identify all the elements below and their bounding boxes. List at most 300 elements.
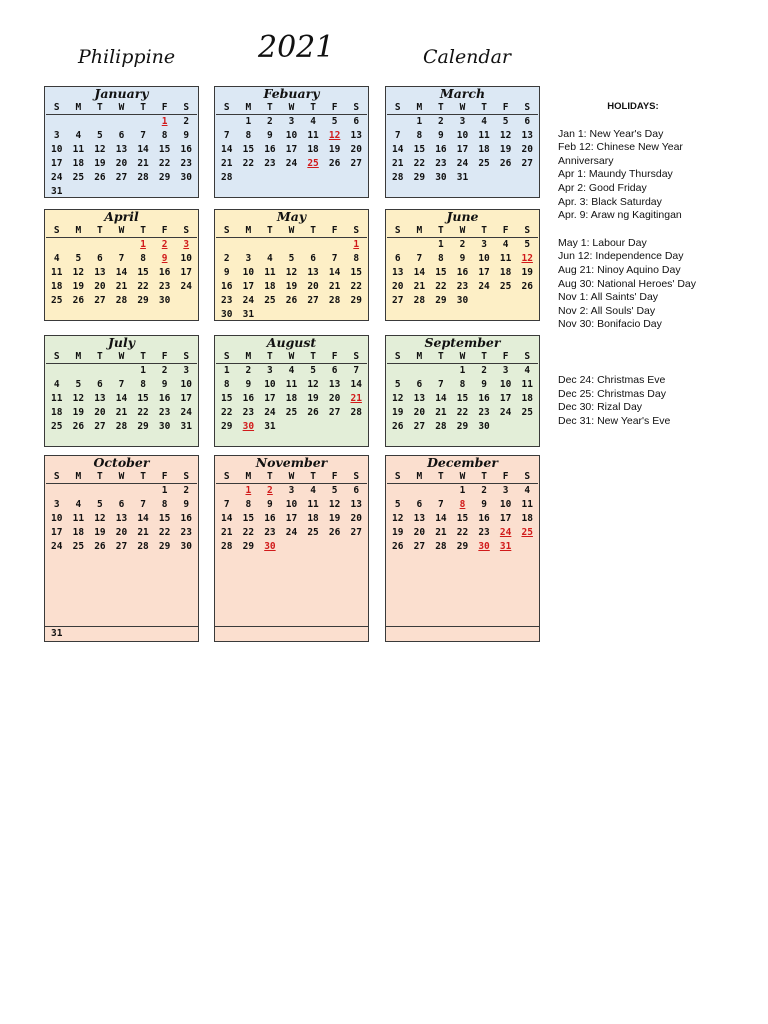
day-cell: 23 — [180, 527, 192, 538]
day-cell: 28 — [328, 295, 341, 306]
empty-cell — [89, 364, 111, 378]
holiday-day: 25 — [307, 158, 319, 169]
day-cell: 19 — [72, 407, 85, 418]
weekday-header: F — [154, 470, 176, 484]
day-cell: 8 — [223, 379, 230, 390]
title-calendar: Calendar — [423, 46, 511, 68]
weekday-header: M — [409, 350, 431, 364]
weekday-header: T — [430, 470, 452, 484]
holiday-entry: Feb 12: Chinese New Year — [558, 141, 683, 154]
day-cell: 11 — [51, 393, 63, 404]
day-cell: 6 — [331, 365, 338, 376]
day-cell: 19 — [521, 267, 533, 278]
day-cell: 25 — [51, 421, 63, 432]
day-cell: 28 — [392, 172, 404, 183]
day-cell: 22 — [456, 527, 469, 538]
day-cell: 10 — [285, 499, 298, 510]
day-cell: 22 — [158, 527, 171, 538]
day-cell: 27 — [328, 407, 341, 418]
day-cell: 11 — [478, 130, 490, 141]
empty-cell — [409, 484, 431, 498]
day-cell: 9 — [481, 499, 487, 510]
day-cell: 16 — [221, 281, 233, 292]
day-cell: 7 — [140, 499, 146, 510]
day-cell: 14 — [137, 513, 149, 524]
weekday-header: S — [46, 101, 68, 115]
weekday-header: T — [302, 224, 324, 238]
weekday-header: F — [324, 350, 346, 364]
day-cell: 3 — [53, 130, 60, 141]
weekday-header: S — [345, 470, 367, 484]
day-cell: 16 — [478, 393, 490, 404]
month-name: January — [94, 86, 149, 101]
day-cell: 14 — [328, 267, 341, 278]
day-cell: 15 — [456, 393, 469, 404]
day-cell: 14 — [435, 393, 447, 404]
weekday-header: M — [409, 224, 431, 238]
holiday-day: 30 — [478, 541, 490, 552]
day-cell: 20 — [307, 281, 319, 292]
day-cell: 28 — [221, 541, 233, 552]
weekday-header: T — [89, 101, 111, 115]
weekday-header: S — [46, 224, 68, 238]
holiday-day: 30 — [264, 541, 276, 552]
day-cell: 5 — [394, 499, 401, 510]
day-cell: 4 — [524, 485, 531, 496]
holidays-list — [558, 100, 758, 428]
empty-cell — [324, 238, 346, 252]
day-cell: 2 — [267, 116, 273, 127]
day-cell: 7 — [140, 130, 146, 141]
day-cell: 20 — [392, 281, 404, 292]
day-cell: 13 — [350, 499, 362, 510]
day-cell: 24 — [264, 407, 276, 418]
day-cell: 23 — [264, 158, 276, 169]
empty-cell — [46, 484, 68, 498]
day-cell: 6 — [353, 116, 360, 127]
day-cell: 25 — [478, 158, 490, 169]
day-cell: 8 — [353, 253, 360, 264]
day-cell: 21 — [328, 281, 341, 292]
day-cell: 23 — [478, 527, 490, 538]
weekday-header: M — [68, 470, 90, 484]
day-cell: 22 — [242, 527, 255, 538]
holiday-entry: Dec 30: Rizal Day — [558, 401, 643, 414]
day-cell: 25 — [264, 295, 276, 306]
day-cell: 29 — [456, 541, 469, 552]
day-cell: 31 — [242, 309, 255, 320]
empty-cell — [387, 484, 409, 498]
day-cell: 12 — [94, 513, 106, 524]
weekday-header: T — [473, 101, 495, 115]
day-cell: 14 — [115, 393, 128, 404]
day-cell: 4 — [502, 239, 509, 250]
day-cell: 14 — [392, 144, 404, 155]
day-cell: 28 — [435, 421, 447, 432]
day-cell: 10 — [456, 130, 469, 141]
weekday-header: S — [345, 350, 367, 364]
november-overflow-row — [214, 627, 369, 642]
month-november — [214, 455, 369, 627]
day-cell: 16 — [264, 513, 276, 524]
day-cell: 15 — [456, 513, 469, 524]
day-cell: 26 — [285, 295, 298, 306]
weekday-header: S — [516, 470, 538, 484]
weekday-header: S — [175, 350, 197, 364]
empty-cell — [111, 238, 133, 252]
day-cell: 9 — [183, 130, 190, 141]
day-cell: 6 — [118, 130, 125, 141]
day-cell: 5 — [288, 253, 295, 264]
day-cell: 21 — [115, 281, 128, 292]
holiday-day: 25 — [521, 527, 533, 538]
day-cell: 31 — [180, 421, 192, 432]
weekday-header: T — [302, 350, 324, 364]
weekday-header: S — [175, 224, 197, 238]
day-cell: 21 — [221, 527, 233, 538]
day-cell: 17 — [51, 527, 63, 538]
day-cell: 7 — [118, 379, 125, 390]
day-cell: 18 — [285, 393, 298, 404]
day-cell: 27 — [94, 421, 106, 432]
weekday-header: W — [452, 224, 474, 238]
title-philippine: Philippine — [78, 46, 176, 68]
day-cell: 13 — [328, 379, 341, 390]
day-cell: 20 — [328, 393, 341, 404]
empty-cell — [111, 115, 133, 129]
day-cell: 3 — [481, 239, 487, 250]
day-cell: 12 — [499, 130, 512, 141]
day-cell: 6 — [353, 485, 360, 496]
holiday-entry: Apr. 9: Araw ng Kagitingan — [558, 209, 682, 222]
weekday-header: W — [111, 350, 133, 364]
weekday-header: M — [68, 350, 90, 364]
day-cell: 1 — [459, 485, 466, 496]
day-cell: 18 — [72, 527, 85, 538]
month-june — [385, 209, 540, 321]
empty-cell — [216, 115, 238, 129]
day-cell: 1 — [140, 365, 146, 376]
day-cell: 24 — [242, 295, 255, 306]
day-cell: 17 — [51, 158, 63, 169]
day-cell: 17 — [180, 267, 192, 278]
month-name: April — [104, 209, 139, 224]
empty-cell — [302, 238, 324, 252]
month-may — [214, 209, 369, 321]
holiday-entry: Apr 2: Good Friday — [558, 181, 647, 194]
day-cell: 2 — [223, 253, 230, 264]
day-cell: 26 — [94, 172, 106, 183]
day-cell: 14 — [413, 267, 426, 278]
day-cell: 3 — [53, 499, 60, 510]
day-cell: 17 — [180, 393, 192, 404]
holiday-day: 9 — [161, 253, 168, 264]
day-cell: 19 — [285, 281, 298, 292]
holiday-day: 12 — [328, 130, 341, 141]
day-cell: 24 — [499, 407, 512, 418]
weekday-header: T — [89, 470, 111, 484]
day-cell: 3 — [502, 365, 509, 376]
day-cell: 12 — [72, 267, 85, 278]
day-cell: 21 — [435, 407, 447, 418]
day-cell: 9 — [267, 130, 273, 141]
weekday-header: M — [238, 101, 260, 115]
day-cell: 1 — [459, 365, 466, 376]
day-cell: 24 — [180, 407, 192, 418]
day-cell: 8 — [245, 499, 252, 510]
day-cell: 3 — [183, 365, 190, 376]
day-cell: 1 — [438, 239, 444, 250]
day-cell: 18 — [264, 281, 276, 292]
day-cell: 7 — [331, 253, 338, 264]
weekday-header: S — [516, 224, 538, 238]
month-name: November — [255, 455, 328, 470]
day-cell: 21 — [115, 407, 128, 418]
day-cell: 16 — [456, 267, 469, 278]
empty-cell — [216, 484, 238, 498]
month-name: May — [276, 209, 307, 224]
day-cell: 8 — [140, 379, 146, 390]
weekday-header: F — [154, 350, 176, 364]
day-cell: 24 — [478, 281, 490, 292]
day-cell: 5 — [75, 379, 82, 390]
holiday-entry: Apr. 3: Black Saturday — [558, 195, 662, 208]
day-cell: 30 — [158, 295, 171, 306]
day-cell: 27 — [521, 158, 533, 169]
day-cell: 20 — [413, 527, 426, 538]
day-cell: 10 — [51, 513, 63, 524]
day-cell: 4 — [310, 485, 316, 496]
day-cell: 19 — [72, 281, 85, 292]
day-cell: 14 — [115, 267, 128, 278]
day-cell: 28 — [115, 295, 128, 306]
day-cell: 2 — [161, 365, 168, 376]
day-cell — [46, 554, 68, 568]
holiday-entry: Aug 21: Ninoy Aquino Day — [558, 263, 681, 276]
day-cell: 18 — [499, 267, 512, 278]
day-cell: 19 — [307, 393, 319, 404]
empty-cell — [281, 238, 303, 252]
day-cell: 25 — [307, 527, 319, 538]
day-cell: 26 — [521, 281, 533, 292]
day-cell: 27 — [115, 541, 128, 552]
day-cell: 12 — [392, 393, 404, 404]
day-cell: 22 — [137, 407, 149, 418]
day-cell: 11 — [51, 267, 63, 278]
day-cell: 19 — [94, 527, 106, 538]
day-cell: 3 — [288, 116, 295, 127]
day-cell: 19 — [94, 158, 106, 169]
day-cell: 28 — [115, 421, 128, 432]
weekday-header: F — [324, 101, 346, 115]
holiday-day: 1 — [353, 239, 360, 250]
holiday-entry: Nov 1: All Saints' Day — [558, 291, 659, 304]
day-cell: 11 — [72, 513, 85, 524]
day-cell: 20 — [350, 144, 362, 155]
empty-cell — [46, 238, 68, 252]
day-cell: 29 — [413, 172, 426, 183]
day-cell: 10 — [478, 253, 490, 264]
day-cell: 30 — [435, 172, 447, 183]
day-cell: 5 — [502, 116, 509, 127]
day-cell: 30 — [456, 295, 469, 306]
day-cell: 10 — [285, 130, 298, 141]
empty-cell — [46, 115, 68, 129]
day-cell: 7 — [438, 379, 444, 390]
empty-cell — [111, 484, 133, 498]
weekday-header: T — [132, 224, 154, 238]
day-cell: 19 — [328, 144, 341, 155]
day-cell: 23 — [221, 295, 233, 306]
day-cell: 9 — [183, 499, 190, 510]
day-cell: 4 — [75, 499, 82, 510]
day-cell: 8 — [245, 130, 252, 141]
holiday-entry: May 1: Labour Day — [558, 236, 647, 249]
weekday-header: S — [345, 224, 367, 238]
empty-cell — [89, 238, 111, 252]
day-cell: 28 — [413, 295, 426, 306]
weekday-header: S — [46, 470, 68, 484]
day-cell: 13 — [307, 267, 319, 278]
day-cell: 29 — [158, 172, 171, 183]
weekday-header: T — [132, 470, 154, 484]
empty-cell — [68, 238, 90, 252]
day-cell: 17 — [499, 393, 512, 404]
weekday-header: F — [495, 350, 517, 364]
day-cell: 11 — [285, 379, 298, 390]
day-cell: 13 — [115, 144, 128, 155]
day-cell: 28 — [435, 541, 447, 552]
empty-cell — [409, 238, 431, 252]
holidays-group-3 — [558, 374, 758, 428]
day-cell: 10 — [499, 499, 512, 510]
weekday-header: T — [132, 101, 154, 115]
day-cell: 25 — [499, 281, 512, 292]
weekday-header: S — [387, 224, 409, 238]
holiday-day: 2 — [267, 485, 273, 496]
day-cell: 7 — [353, 365, 360, 376]
empty-cell — [89, 115, 111, 129]
day-cell: 11 — [307, 130, 319, 141]
weekday-header: M — [409, 470, 431, 484]
weekday-header: T — [259, 224, 281, 238]
holidays-group-2 — [558, 237, 758, 332]
day-cell: 18 — [51, 281, 63, 292]
day-cell: 15 — [435, 267, 447, 278]
day-cell: 24 — [456, 158, 469, 169]
weekday-header: M — [238, 350, 260, 364]
day-cell: 13 — [413, 393, 426, 404]
day-cell: 7 — [394, 130, 401, 141]
holiday-entry: Aug 30: National Heroes' Day — [558, 277, 696, 290]
month-name: March — [439, 86, 486, 101]
weekday-header: T — [302, 101, 324, 115]
day-cell: 19 — [499, 144, 512, 155]
day-cell: 4 — [53, 379, 60, 390]
weekday-header: S — [387, 350, 409, 364]
day-cell: 4 — [75, 130, 82, 141]
day-cell: 29 — [242, 541, 255, 552]
day-cell: 17 — [456, 144, 469, 155]
month-july — [44, 335, 199, 447]
weekday-header: W — [111, 101, 133, 115]
holiday-entry: Anniversary — [558, 154, 614, 167]
empty-cell — [216, 238, 238, 252]
day-cell: 9 — [245, 379, 252, 390]
day-cell: 6 — [97, 379, 103, 390]
day-cell: 18 — [307, 144, 319, 155]
day-cell: 22 — [242, 158, 255, 169]
day-cell: 12 — [72, 393, 85, 404]
day-cell: 18 — [521, 393, 533, 404]
day-cell: 31 — [264, 421, 276, 432]
day-cell: 23 — [435, 158, 447, 169]
weekday-header: T — [259, 101, 281, 115]
holiday-day: 30 — [242, 421, 255, 432]
day-cell: 26 — [94, 541, 106, 552]
day-cell: 2 — [481, 485, 487, 496]
day-cell: 27 — [350, 158, 362, 169]
day-cell: 10 — [499, 379, 512, 390]
day-cell: 25 — [285, 407, 298, 418]
weekday-header: F — [495, 470, 517, 484]
day-cell: 1 — [223, 365, 230, 376]
day-cell: 9 — [267, 499, 273, 510]
weekday-header: S — [516, 350, 538, 364]
weekday-header: S — [516, 101, 538, 115]
month-september — [385, 335, 540, 447]
day-cell: 7 — [416, 253, 423, 264]
day-cell: 22 — [137, 281, 149, 292]
day-cell: 10 — [242, 267, 255, 278]
day-cell: 8 — [459, 379, 466, 390]
day-cell: 5 — [75, 253, 82, 264]
day-cell: 29 — [435, 295, 447, 306]
day-cell: 18 — [51, 407, 63, 418]
month-name: September — [424, 335, 501, 350]
day-cell: 20 — [94, 407, 106, 418]
month-december — [385, 455, 540, 627]
day-cell: 23 — [478, 407, 490, 418]
day-cell: 4 — [267, 253, 273, 264]
october-overflow-day: 31 — [51, 628, 63, 639]
day-cell: 6 — [416, 499, 423, 510]
day-cell: 22 — [413, 158, 426, 169]
empty-cell — [111, 364, 133, 378]
month-october — [44, 455, 199, 627]
day-cell: 11 — [499, 253, 512, 264]
day-cell: 17 — [285, 144, 298, 155]
day-cell: 10 — [180, 379, 192, 390]
day-cell: 6 — [118, 499, 125, 510]
weekday-header: M — [68, 224, 90, 238]
day-cell: 5 — [524, 239, 531, 250]
weekday-header: T — [430, 224, 452, 238]
day-cell: 29 — [456, 421, 469, 432]
day-cell: 27 — [94, 295, 106, 306]
day-cell: 15 — [137, 393, 149, 404]
day-cell: 22 — [435, 281, 447, 292]
day-cell: 19 — [328, 513, 341, 524]
day-cell: 27 — [413, 421, 426, 432]
day-cell: 23 — [456, 281, 469, 292]
day-cell: 28 — [137, 172, 149, 183]
empty-cell — [430, 364, 452, 378]
holidays-heading: HOLIDAYS: — [607, 101, 659, 112]
empty-cell — [132, 484, 154, 498]
day-cell: 22 — [350, 281, 362, 292]
weekday-header: F — [495, 224, 517, 238]
